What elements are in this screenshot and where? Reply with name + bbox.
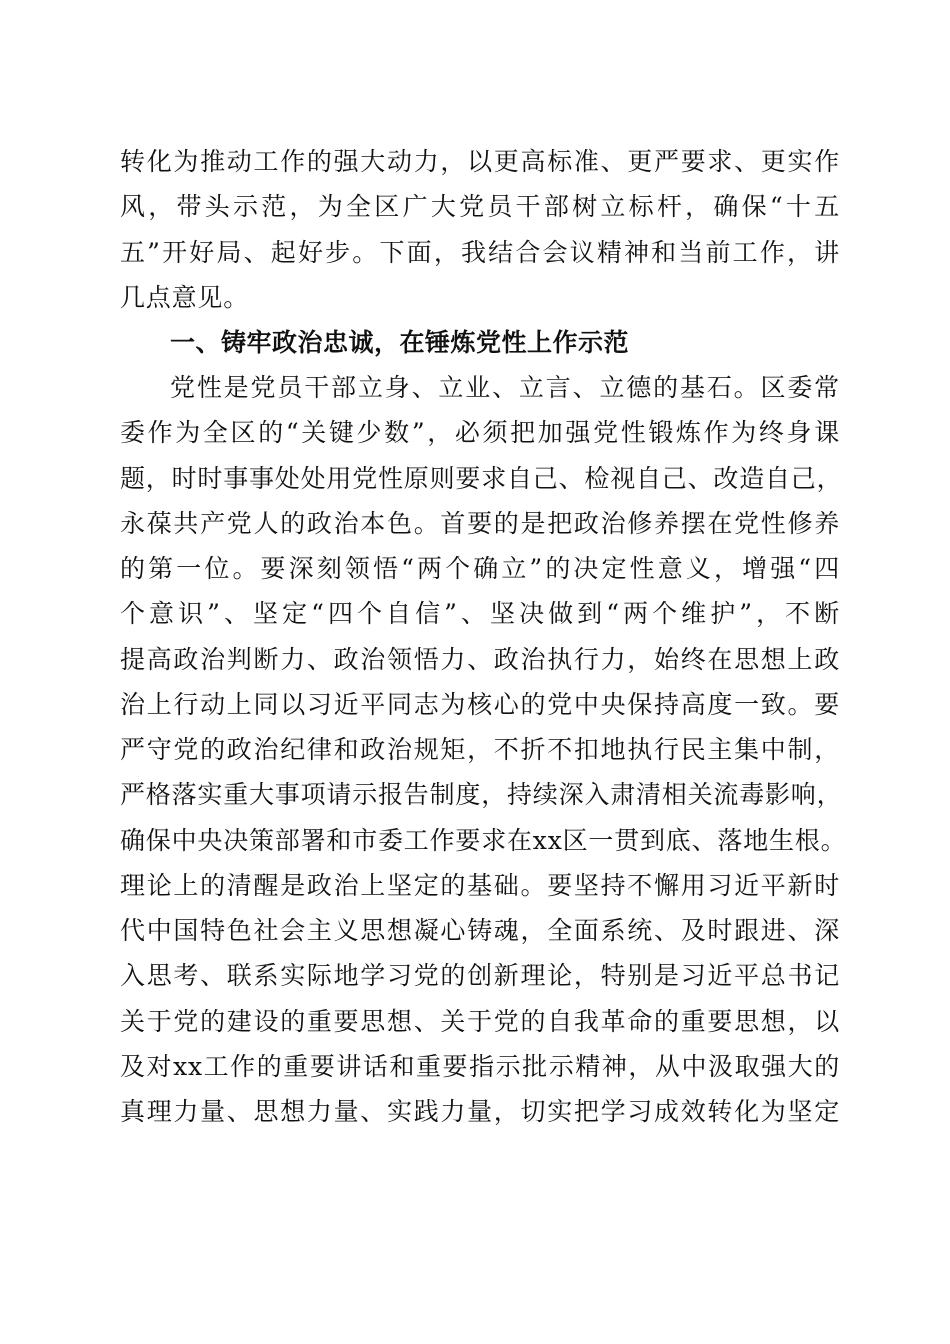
text-line: 确保中央决策部署和市委工作要求在xx区一贯到底、落地生根。: [120, 826, 847, 855]
text-line: 的第一位。要深刻领悟“两个确立”的决定性意义，增强“四: [120, 554, 840, 583]
section-heading: 一、铸牢政治忠诚，在锤炼党性上作示范: [170, 328, 630, 357]
text-line: 委作为全区的“关键少数”，必须把加强党性锻炼作为终身课: [120, 418, 840, 447]
text-line: 几点意见。: [120, 283, 250, 312]
text-line: 及对xx工作的重要讲话和重要指示批示精神，从中汲取强大的: [120, 1052, 840, 1081]
text-line: 党性是党员干部立身、立业、立言、立德的基石。区委常: [170, 373, 840, 402]
text-line: 代中国特色社会主义思想凝心铸魂，全面系统、及时跟进、深: [120, 916, 840, 945]
text-line: 理论上的清醒是政治上坚定的基础。要坚持不懈用习近平新时: [120, 871, 840, 900]
text-line: 关于党的建设的重要思想、关于党的自我革命的重要思想，以: [120, 1007, 840, 1036]
text-line: 五”开好局、起好步。下面，我结合会议精神和当前工作，讲: [120, 238, 840, 267]
text-line: 提高政治判断力、政治领悟力、政治执行力，始终在思想上政: [120, 645, 840, 674]
text-line: 真理力量、思想力量、实践力量，切实把学习成效转化为坚定: [120, 1097, 840, 1126]
text-line: 严守党的政治纪律和政治规矩，不折不扣地执行民主集中制，: [120, 735, 840, 764]
text-line: 严格落实重大事项请示报告制度，持续深入肃清相关流毒影响，: [120, 780, 843, 809]
text-line: 治上行动上同以习近平同志为核心的党中央保持高度一致。要: [120, 690, 840, 719]
text-line: 永葆共产党人的政治本色。首要的是把政治修养摆在党性修养: [120, 509, 840, 538]
text-line: 转化为推动工作的强大动力，以更高标准、更严要求、更实作: [120, 147, 840, 176]
text-line: 风，带头示范，为全区广大党员干部树立标杆，确保“十五: [120, 192, 840, 221]
text-line: 个意识”、坚定“四个自信”、坚决做到“两个维护”，不断: [120, 599, 840, 628]
text-line: 入思考、联系实际地学习党的创新理论，特别是习近平总书记: [120, 961, 840, 990]
text-line: 题，时时事事处处用党性原则要求自己、检视自己、改造自己，: [120, 464, 843, 493]
